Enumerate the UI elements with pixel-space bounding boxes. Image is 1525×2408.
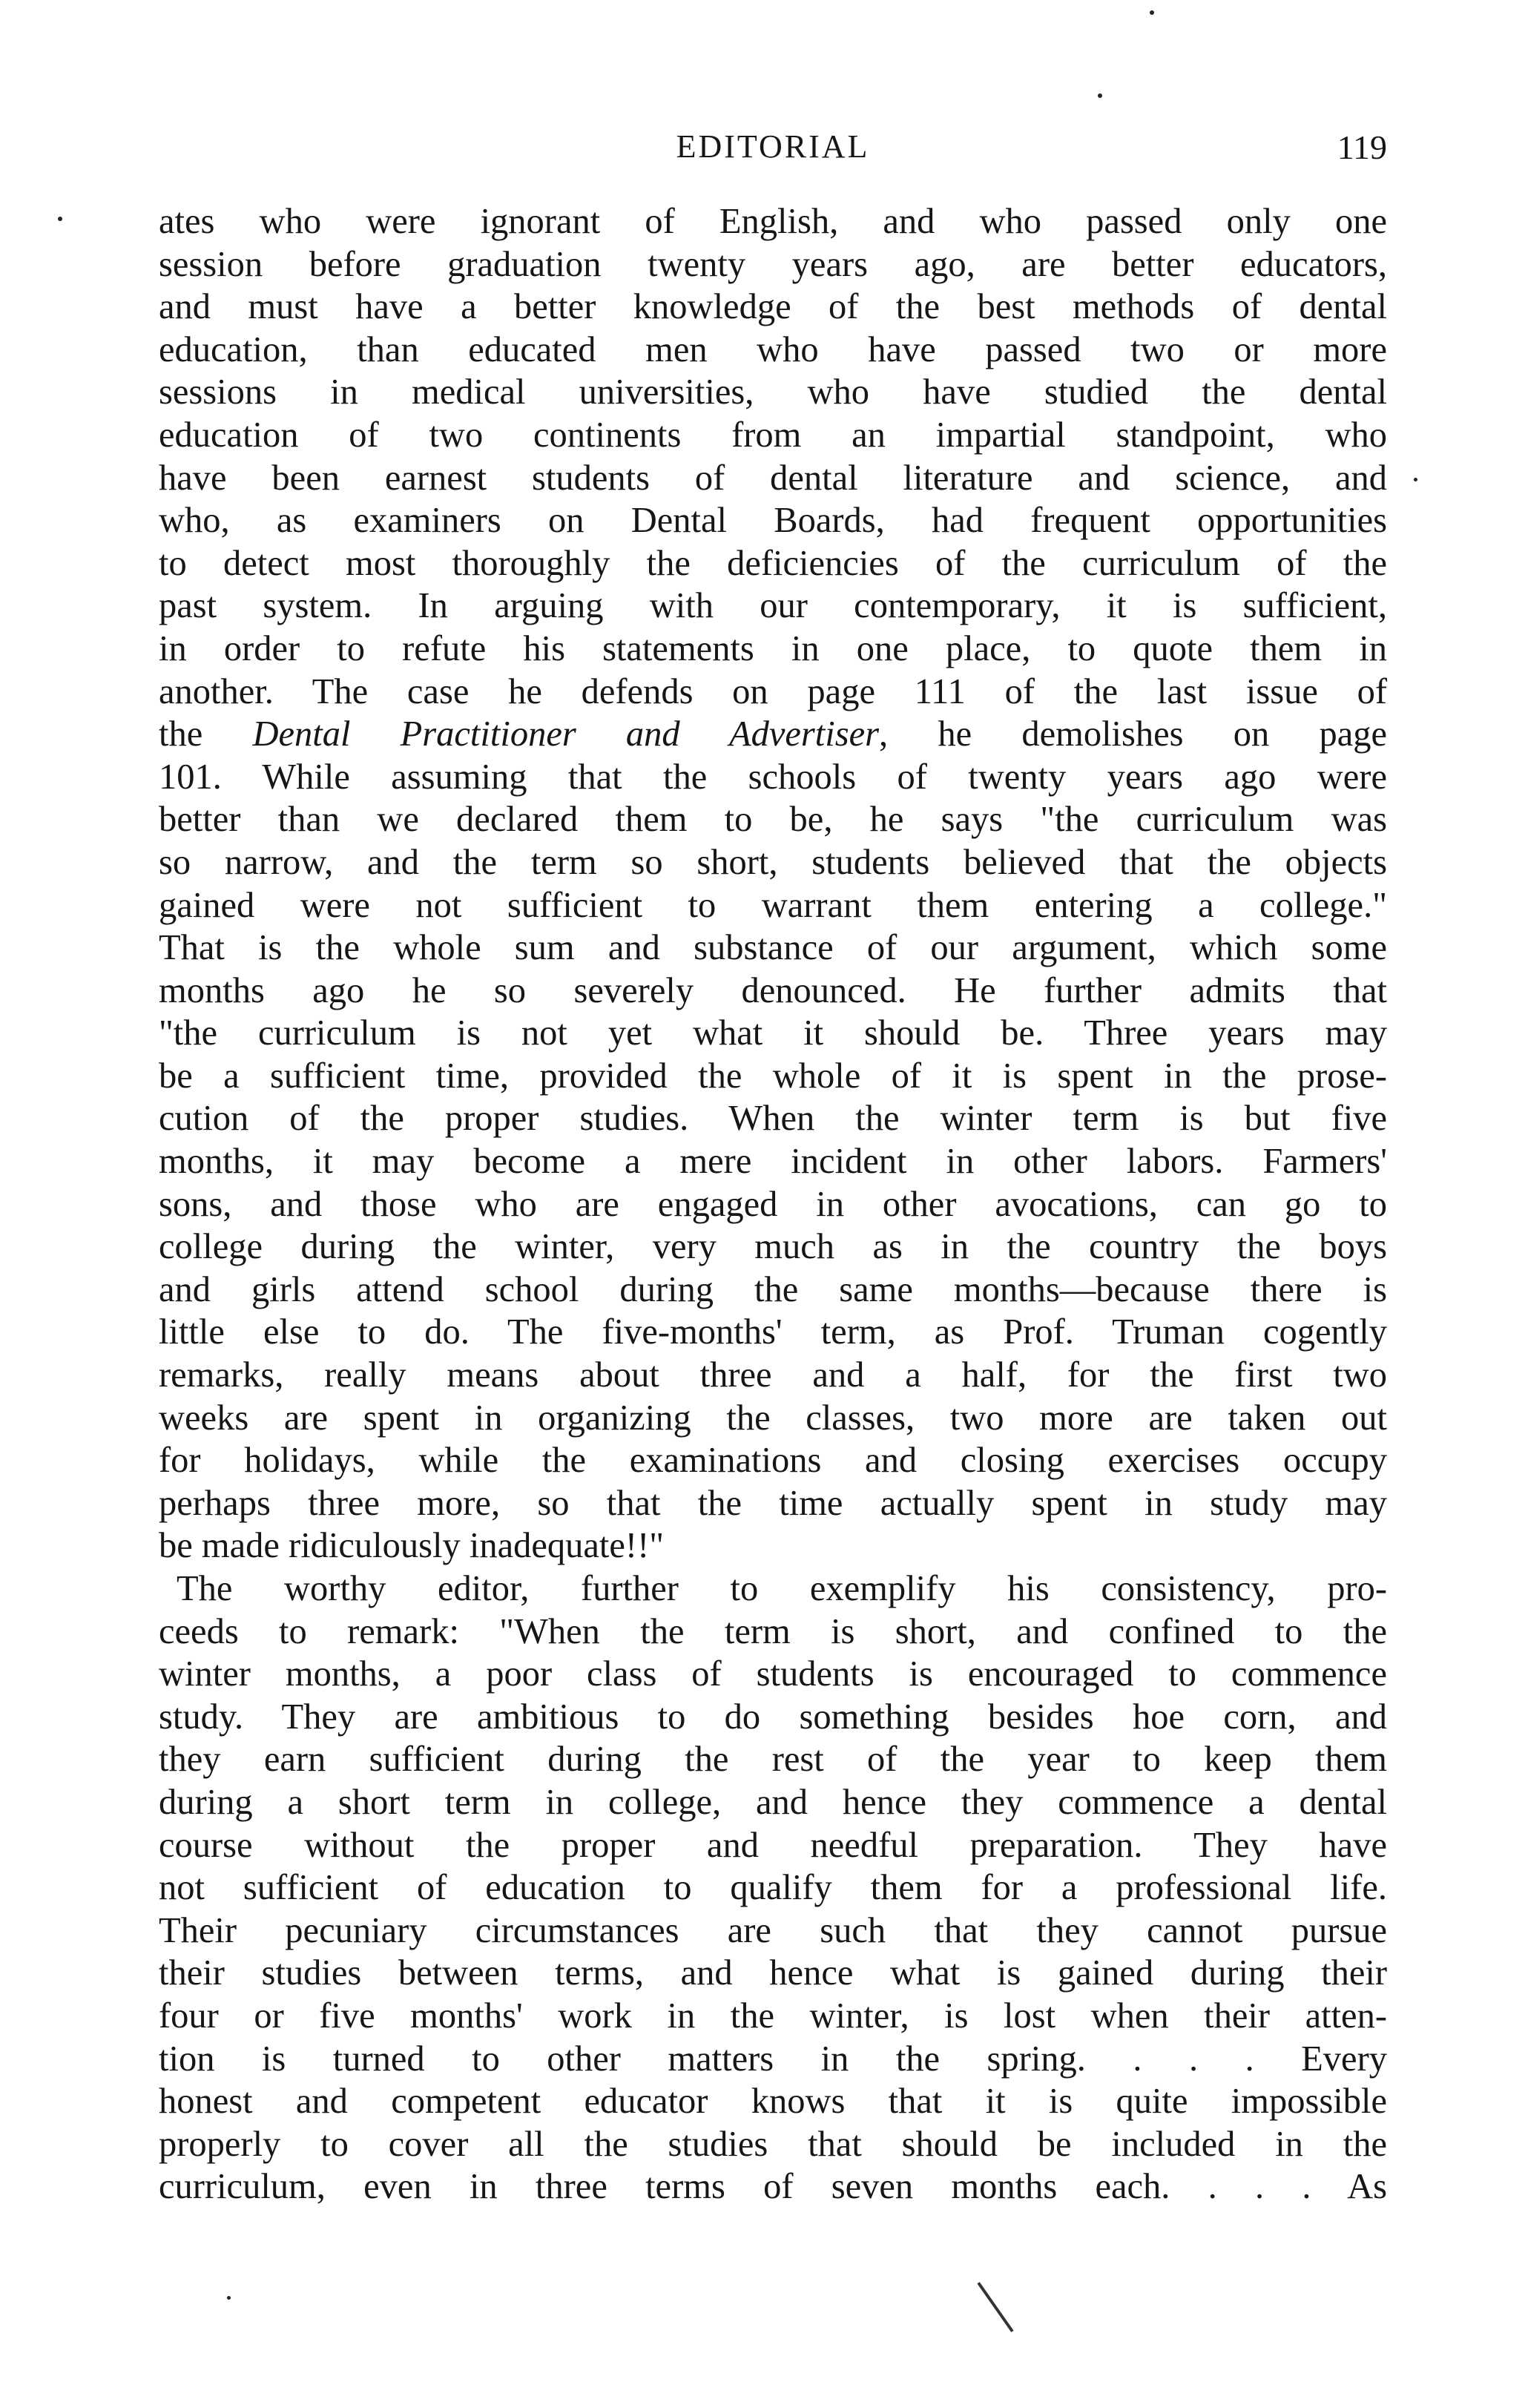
scan-speck <box>58 217 62 221</box>
text-line: four or five months' work in the winter, is lost when their atten- <box>159 1996 1387 2036</box>
text-line: session before graduation twenty years ago, are better educators, <box>159 244 1387 284</box>
text-line: not sufficient of education to qualify them for a professional life. <box>159 1868 1387 1908</box>
text-line: tion is turned to other matters in the spring. . . . Every <box>159 2039 1387 2079</box>
text-line: college during the winter, very much as in the country the boys <box>159 1227 1387 1267</box>
text-line: their studies between terms, and hence what is gained during their <box>159 1953 1387 1993</box>
text-line: winter months, a poor class of students is encouraged to commence <box>159 1654 1387 1694</box>
text-line: That is the whole sum and substance of our argument, which some <box>159 928 1387 968</box>
text-line: and must have a better knowledge of the best methods of dental <box>159 287 1387 327</box>
text-line: little else to do. The five-months' term, as Prof. Truman cogently <box>159 1312 1387 1352</box>
text-line: have been earnest students of dental literature and science, and <box>159 458 1387 498</box>
text-line: perhaps three more, so that the time actually spent in study may <box>159 1483 1387 1523</box>
text-line: remarks, really means about three and a half, for the first two <box>159 1355 1387 1395</box>
text-line: education, than educated men who have passed two or more <box>159 329 1387 369</box>
scan-speck <box>1098 93 1102 98</box>
text-line: in order to refute his statements in one place, to quote them in <box>159 628 1387 668</box>
text-line: curriculum, even in three terms of seven months each. . . . As <box>159 2167 1387 2207</box>
running-head <box>159 128 1387 172</box>
text-line: sessions in medical universities, who have studied the dental <box>159 372 1387 412</box>
text-line: so narrow, and the term so short, students believed that the objects <box>159 842 1387 882</box>
text-line: another. The case he defends on page 111 of the last issue of <box>159 671 1387 711</box>
text-line: to detect most thoroughly the deficiencies of the curriculum of the <box>159 543 1387 583</box>
running-title: EDITORIAL <box>676 128 870 165</box>
scan-speck <box>1150 10 1154 15</box>
text-line: months, it may become a mere incident in other labors. Farmers' <box>159 1142 1387 1182</box>
text-line: for holidays, while the examinations and closing exercises occupy <box>159 1441 1387 1481</box>
text-line: who, as examiners on Dental Boards, had frequent opportunities <box>159 501 1387 541</box>
text-line: cution of the proper studies. When the winter term is but five <box>159 1099 1387 1139</box>
text-line: The worthy editor, further to exemplify his consistency, pro- <box>177 1569 1387 1608</box>
text-line: months ago he so severely denounced. He further admits that <box>159 970 1387 1010</box>
text-line: 101. While assuming that the schools of twenty years ago were <box>159 757 1387 797</box>
text-line: "the curriculum is not yet what it should be. Three years may <box>159 1013 1387 1053</box>
text-line: gained were not sufficient to warrant them entering a college." <box>159 885 1387 925</box>
scan-speck <box>1414 478 1417 481</box>
journal-title: Dental Practitioner and Advertiser <box>252 714 880 754</box>
text-line: weeks are spent in organizing the classes, two more are taken out <box>159 1398 1387 1438</box>
text-line: better than we declared them to be, he says "the curriculum was <box>159 800 1387 840</box>
text-line: past system. In arguing with our contemporary, it is sufficient, <box>159 586 1387 626</box>
page-number: 119 <box>1337 128 1387 166</box>
text-line: properly to cover all the studies that should be included in the <box>159 2124 1387 2164</box>
text-line: education of two continents from an impartial standpoint, who <box>159 415 1387 455</box>
text-line: sons, and those who are engaged in other avocations, can go to <box>159 1184 1387 1224</box>
text-line: the Dental Practitioner and Advertiser, he demolishes on page <box>159 714 1387 754</box>
text-line: be made ridiculously inadequate!!" <box>159 1526 665 1566</box>
text-line: and girls attend school during the same months—because there is <box>159 1269 1387 1309</box>
scan-stroke <box>977 2282 1013 2332</box>
text-line: ates who were ignorant of English, and who passed only one <box>159 202 1387 241</box>
text-line: Their pecuniary circumstances are such that they cannot pursue <box>159 1910 1387 1950</box>
scan-speck <box>227 2296 231 2300</box>
editorial-body <box>159 200 1387 2208</box>
text-line: study. They are ambitious to do something besides hoe corn, and <box>159 1697 1387 1737</box>
text-line: be a sufficient time, provided the whole of it is spent in the prose- <box>159 1056 1387 1096</box>
text-line: during a short term in college, and hence they commence a dental <box>159 1782 1387 1822</box>
text-line: honest and competent educator knows that it is quite impossible <box>159 2082 1387 2122</box>
text-line: they earn sufficient during the rest of the year to keep them <box>159 1740 1387 1780</box>
text-line: course without the proper and needful preparation. They have <box>159 1825 1387 1865</box>
text-line: ceeds to remark: "When the term is short, and confined to the <box>159 1611 1387 1651</box>
